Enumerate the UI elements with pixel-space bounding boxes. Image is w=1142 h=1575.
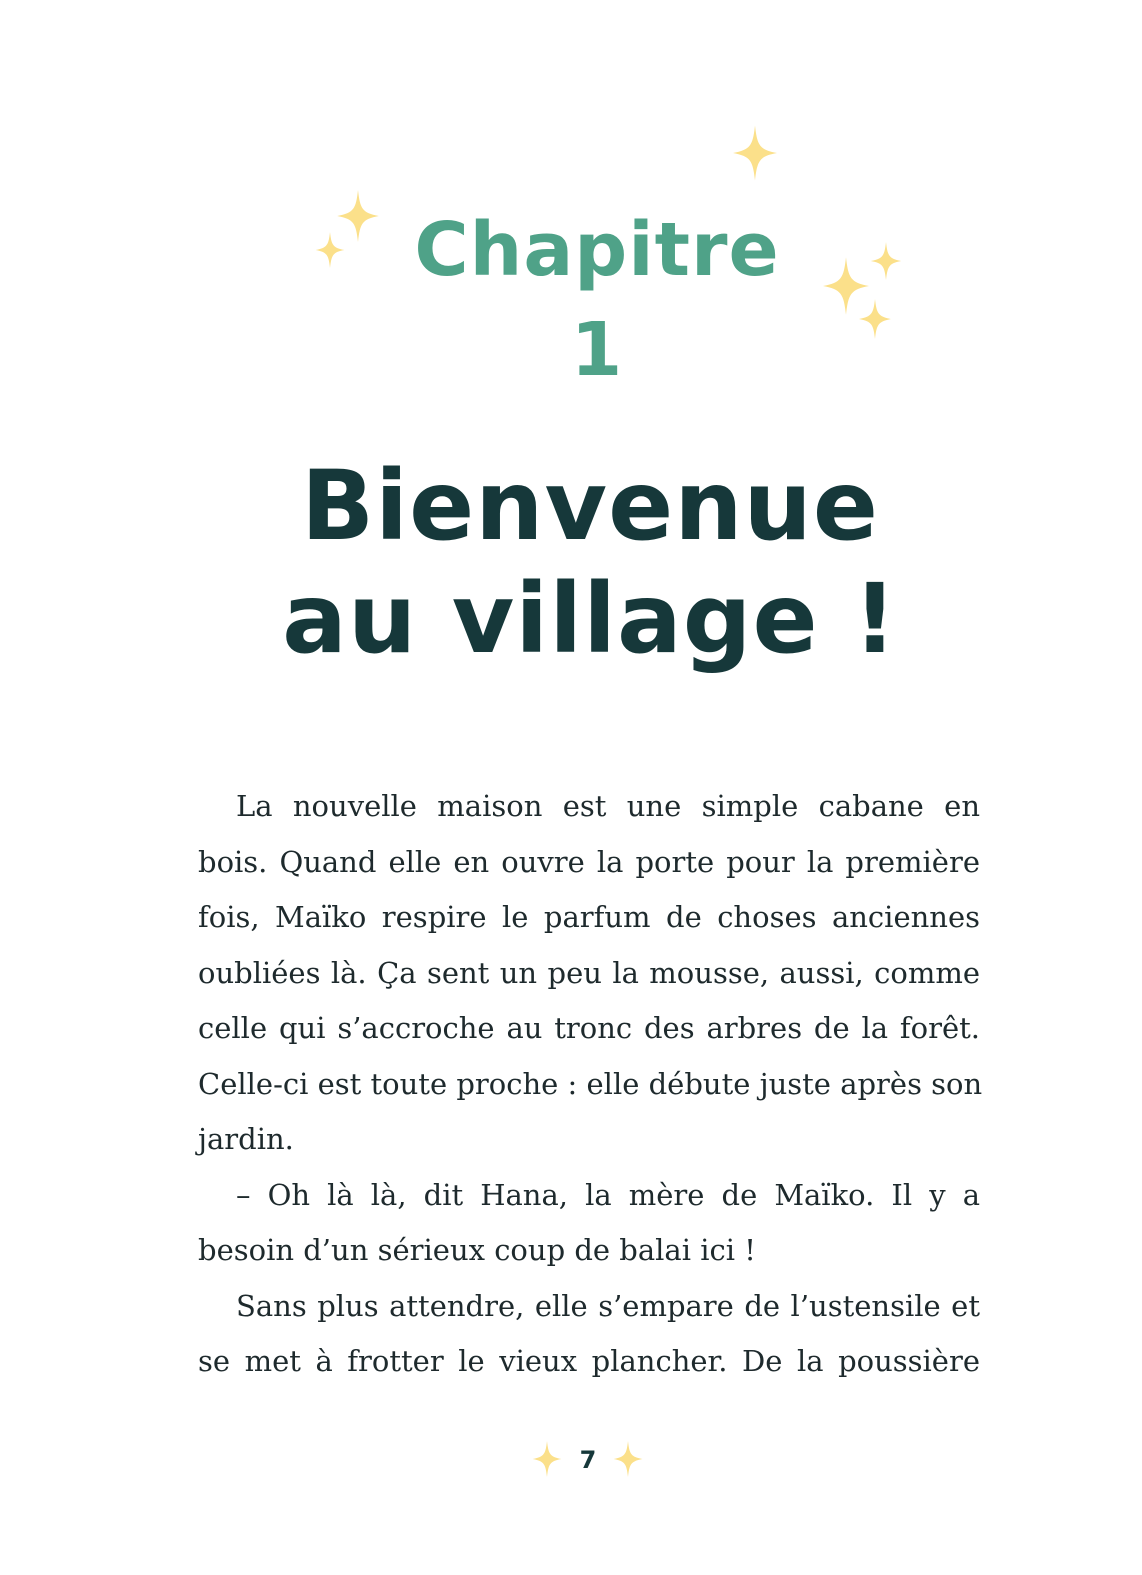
text-line: oubliées là. Ça sent un peu la mousse, aussi, comme — [198, 955, 980, 990]
chapter-title-line-2: au village ! — [282, 563, 898, 675]
chapter-number: 1 — [570, 307, 624, 393]
sparkle-icon — [733, 124, 777, 182]
sparkle-icon — [612, 1441, 644, 1477]
text-line: La nouvelle maison est une simple cabane en — [236, 789, 980, 823]
chapter-title — [0, 450, 1142, 676]
text-line: se met à frotter le vieux plancher. De la poussière — [198, 1344, 980, 1378]
chapter-title-line-1: Bienvenue — [300, 450, 879, 562]
text-line: Celle-ci est toute proche : elle débute juste après son — [198, 1066, 983, 1101]
text-line: Sans plus attendre, elle s’empare de l’ustensile et — [236, 1288, 980, 1323]
text-line: fois, Maïko respire le parfum de choses anciennes — [198, 900, 980, 934]
chapter-label: Chapitre — [414, 207, 780, 293]
text-line: jardin. — [198, 1122, 294, 1156]
body-text — [198, 779, 983, 1390]
text-line: besoin d’un sérieux coup de balai ici ! — [198, 1233, 756, 1267]
text-line: bois. Quand elle en ouvre la porte pour la première — [198, 844, 980, 879]
text-line: – Oh là là, dit Hana, la mère de Maïko. Il y a — [236, 1177, 980, 1212]
text-line: celle qui s’accroche au tronc des arbres de la forêt. — [198, 1011, 980, 1045]
page-number: 7 — [579, 1446, 597, 1474]
